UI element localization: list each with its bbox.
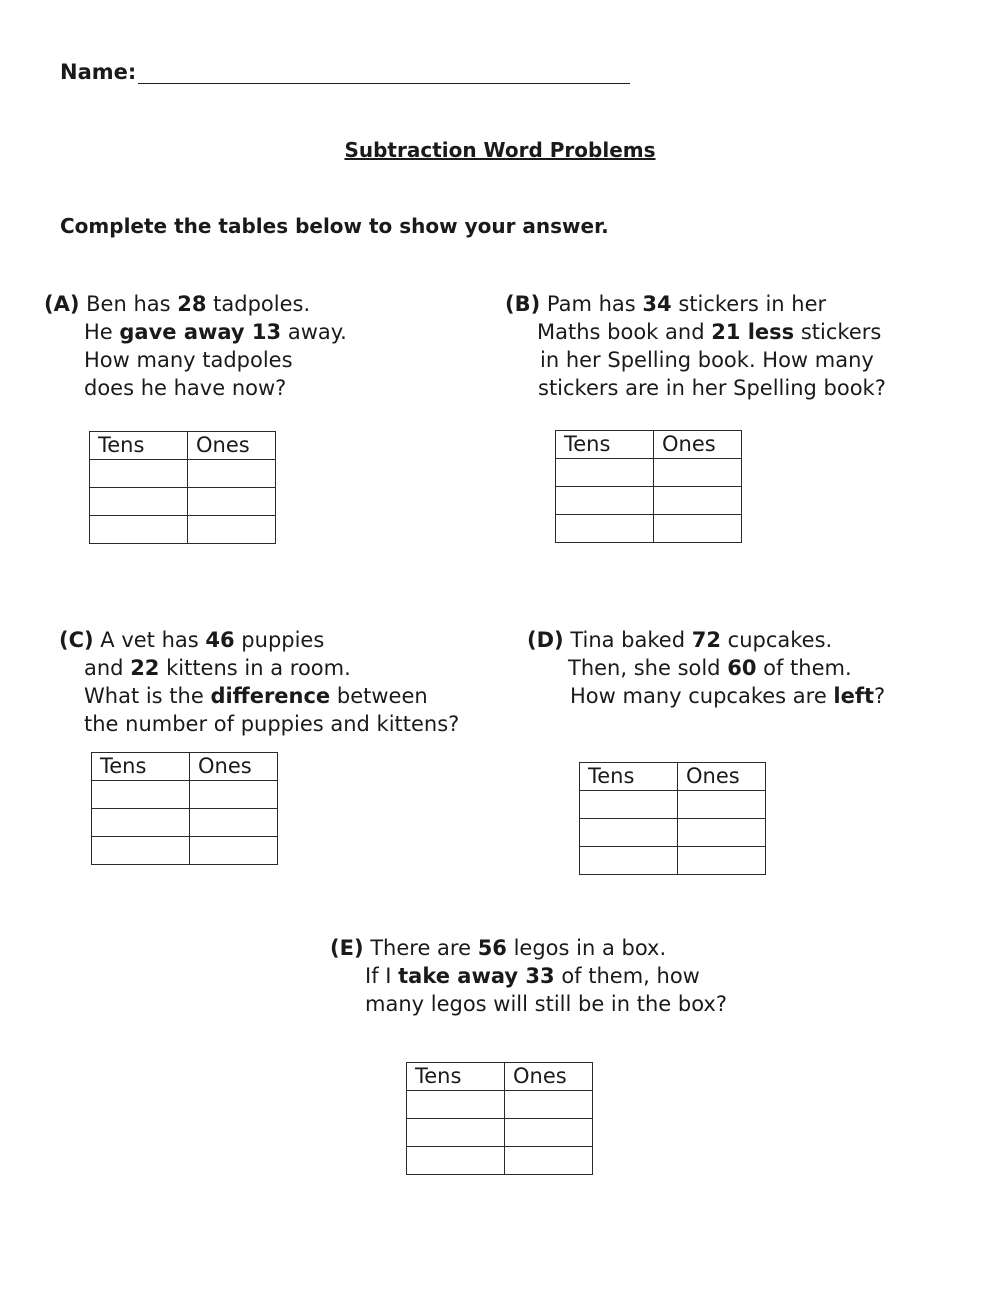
problem-d-text: cupcakes. xyxy=(720,628,833,652)
problem-e-text: legos in a box. xyxy=(506,936,667,960)
problem-c-text: kittens in a room. xyxy=(159,656,351,680)
ones-cell[interactable] xyxy=(678,847,766,875)
problem-c-keyword: difference xyxy=(210,684,331,708)
problem-b-line-1 xyxy=(505,290,886,318)
problem-d-text: of them. xyxy=(756,656,852,680)
problem-c-line-4: the number of puppies and kittens? xyxy=(84,712,460,736)
problem-b-line-2 xyxy=(505,318,886,346)
ones-cell[interactable] xyxy=(188,488,276,516)
problem-c-text: A vet has xyxy=(93,628,206,652)
problem-e-number: 56 xyxy=(477,936,507,960)
problem-e-keyword: take away 33 xyxy=(398,964,555,988)
problem-d-line-2 xyxy=(527,654,885,682)
problem-c-text: between xyxy=(330,684,428,708)
problem-a-line-1 xyxy=(44,290,347,318)
problem-e-line-1 xyxy=(330,934,727,962)
problem-c-text: What is the xyxy=(84,684,211,708)
problem-b-line-3: in her Spelling book. How many xyxy=(540,348,874,372)
problem-e-text: of them, how xyxy=(554,964,700,988)
tens-header: Tens xyxy=(407,1063,505,1091)
problem-e xyxy=(330,934,727,1018)
answer-table-d xyxy=(579,762,766,875)
problem-c-line-2 xyxy=(59,654,459,682)
problem-b-text: stickers in her xyxy=(671,292,827,316)
ones-cell[interactable] xyxy=(654,459,742,487)
problem-b-line-4: stickers are in her Spelling book? xyxy=(538,376,886,400)
ones-header: Ones xyxy=(505,1063,593,1091)
problem-d-line-1 xyxy=(527,626,885,654)
ones-cell[interactable] xyxy=(654,487,742,515)
instructions: Complete the tables below to show your answer. xyxy=(60,214,609,238)
problem-a-text: tadpoles. xyxy=(206,292,311,316)
problem-b-text: Pam has xyxy=(540,292,643,316)
problem-b xyxy=(505,290,886,402)
problem-a-text: away. xyxy=(281,320,347,344)
answer-table-b xyxy=(555,430,742,543)
problem-d-number: 72 xyxy=(691,628,721,652)
tens-cell[interactable] xyxy=(92,809,190,837)
problem-d-text: How many cupcakes are xyxy=(570,684,834,708)
tens-header: Tens xyxy=(92,753,190,781)
ones-header: Ones xyxy=(678,763,766,791)
tens-cell[interactable] xyxy=(580,847,678,875)
tens-cell[interactable] xyxy=(580,791,678,819)
problem-c-text: puppies xyxy=(234,628,325,652)
tens-cell[interactable] xyxy=(407,1119,505,1147)
problem-a-line-4: does he have now? xyxy=(84,376,287,400)
ones-header: Ones xyxy=(188,432,276,460)
ones-cell[interactable] xyxy=(654,515,742,543)
ones-cell[interactable] xyxy=(190,837,278,865)
answer-table-e xyxy=(406,1062,593,1175)
problem-e-text: If I xyxy=(365,964,399,988)
problem-c-text: and xyxy=(84,656,131,680)
tens-cell[interactable] xyxy=(556,459,654,487)
problem-d-text: ? xyxy=(874,684,886,708)
answer-table-c xyxy=(91,752,278,865)
ones-header: Ones xyxy=(654,431,742,459)
tens-header: Tens xyxy=(90,432,188,460)
tens-cell[interactable] xyxy=(92,781,190,809)
problem-c-number: 22 xyxy=(130,656,160,680)
ones-cell[interactable] xyxy=(505,1147,593,1175)
ones-header: Ones xyxy=(190,753,278,781)
tens-cell[interactable] xyxy=(556,515,654,543)
ones-cell[interactable] xyxy=(505,1091,593,1119)
problem-e-label: (E) xyxy=(330,936,364,960)
problem-a-number: 28 xyxy=(177,292,207,316)
problem-d-line-3 xyxy=(527,682,885,710)
problem-a-text: He xyxy=(84,320,120,344)
ones-cell[interactable] xyxy=(188,460,276,488)
tens-cell[interactable] xyxy=(556,487,654,515)
ones-cell[interactable] xyxy=(190,781,278,809)
problem-d-keyword: left xyxy=(833,684,875,708)
ones-cell[interactable] xyxy=(188,516,276,544)
problem-d-text: Then, she sold xyxy=(568,656,728,680)
tens-cell[interactable] xyxy=(90,460,188,488)
problem-a-line-2 xyxy=(44,318,347,346)
problem-c-line-1 xyxy=(59,626,459,654)
problem-a-keyword: gave away 13 xyxy=(119,320,282,344)
problem-d xyxy=(527,626,885,710)
tens-header: Tens xyxy=(556,431,654,459)
tens-header: Tens xyxy=(580,763,678,791)
problem-b-text: Maths book and xyxy=(537,320,712,344)
problem-c-number: 46 xyxy=(205,628,235,652)
problem-e-text: There are xyxy=(363,936,478,960)
problem-a-label: (A) xyxy=(44,292,80,316)
problem-b-label: (B) xyxy=(505,292,541,316)
problem-c-line-3 xyxy=(59,682,459,710)
tens-cell[interactable] xyxy=(92,837,190,865)
ones-cell[interactable] xyxy=(505,1119,593,1147)
tens-cell[interactable] xyxy=(90,488,188,516)
name-field-line[interactable] xyxy=(138,83,630,84)
ones-cell[interactable] xyxy=(678,791,766,819)
problem-a-text: Ben has xyxy=(79,292,178,316)
problem-b-text: stickers xyxy=(794,320,882,344)
tens-cell[interactable] xyxy=(407,1147,505,1175)
ones-cell[interactable] xyxy=(190,809,278,837)
problem-d-text: Tina baked xyxy=(563,628,692,652)
problem-e-line-3: many legos will still be in the box? xyxy=(365,992,727,1016)
page-title: Subtraction Word Problems xyxy=(344,138,656,162)
answer-table-a xyxy=(89,431,276,544)
problem-d-label: (D) xyxy=(527,628,564,652)
problem-c xyxy=(59,626,459,738)
problem-a xyxy=(44,290,347,402)
ones-cell[interactable] xyxy=(678,819,766,847)
problem-d-number: 60 xyxy=(727,656,757,680)
problem-e-line-2 xyxy=(330,962,727,990)
problem-b-number: 34 xyxy=(642,292,672,316)
problem-b-keyword: 21 less xyxy=(711,320,795,344)
tens-cell[interactable] xyxy=(90,516,188,544)
tens-cell[interactable] xyxy=(580,819,678,847)
problem-a-line-3: How many tadpoles xyxy=(84,348,293,372)
tens-cell[interactable] xyxy=(407,1091,505,1119)
name-label: Name: xyxy=(60,60,137,84)
problem-c-label: (C) xyxy=(59,628,94,652)
